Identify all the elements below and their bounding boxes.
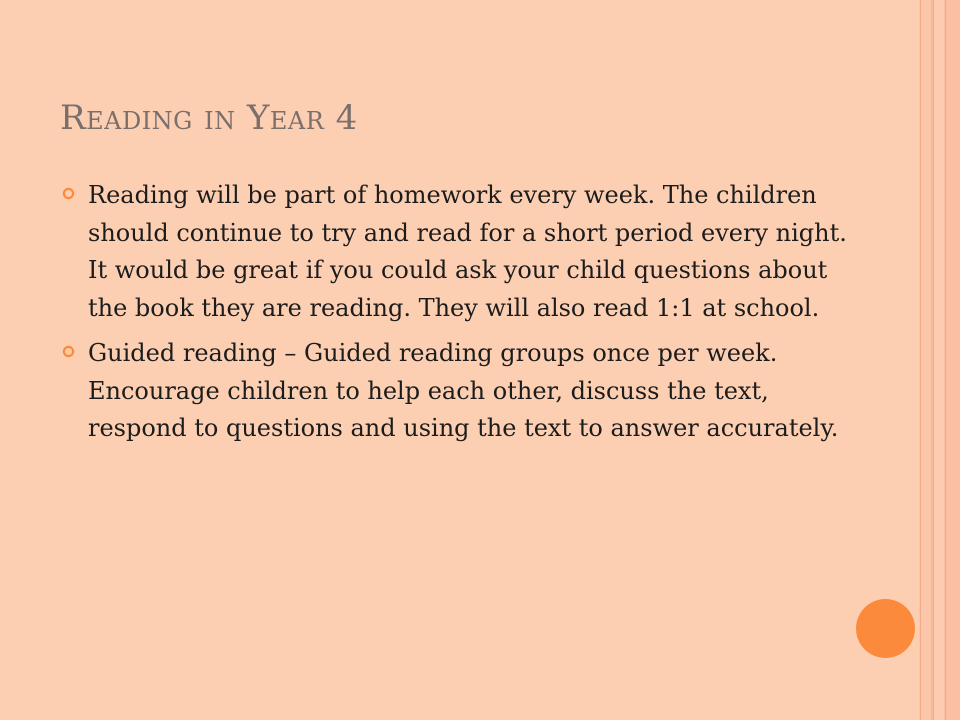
bullet-text: Guided reading – Guided reading groups once per week. Encourage children to help each other, discuss the text, respond to questions and using the text to answer accurately. bbox=[88, 339, 839, 442]
bullet-item bbox=[60, 335, 850, 448]
edge-stripe bbox=[934, 0, 944, 720]
bullet-item bbox=[60, 177, 850, 327]
slide-title: Reading in Year 4 bbox=[60, 98, 358, 138]
edge-stripe bbox=[944, 0, 960, 720]
edge-line bbox=[920, 0, 921, 720]
edge-line bbox=[945, 0, 946, 720]
ring-bullet-icon bbox=[62, 345, 75, 358]
ring-bullet-icon bbox=[62, 187, 75, 200]
bullet-text: Reading will be part of homework every week. The children should continue to try and read for a short period every night. It would be great if you could ask your child questions about the book they are reading. They will also read 1:1 at school. bbox=[88, 181, 847, 322]
edge-line bbox=[933, 0, 934, 720]
decorative-circle bbox=[856, 599, 915, 658]
bullet-list bbox=[60, 177, 850, 456]
